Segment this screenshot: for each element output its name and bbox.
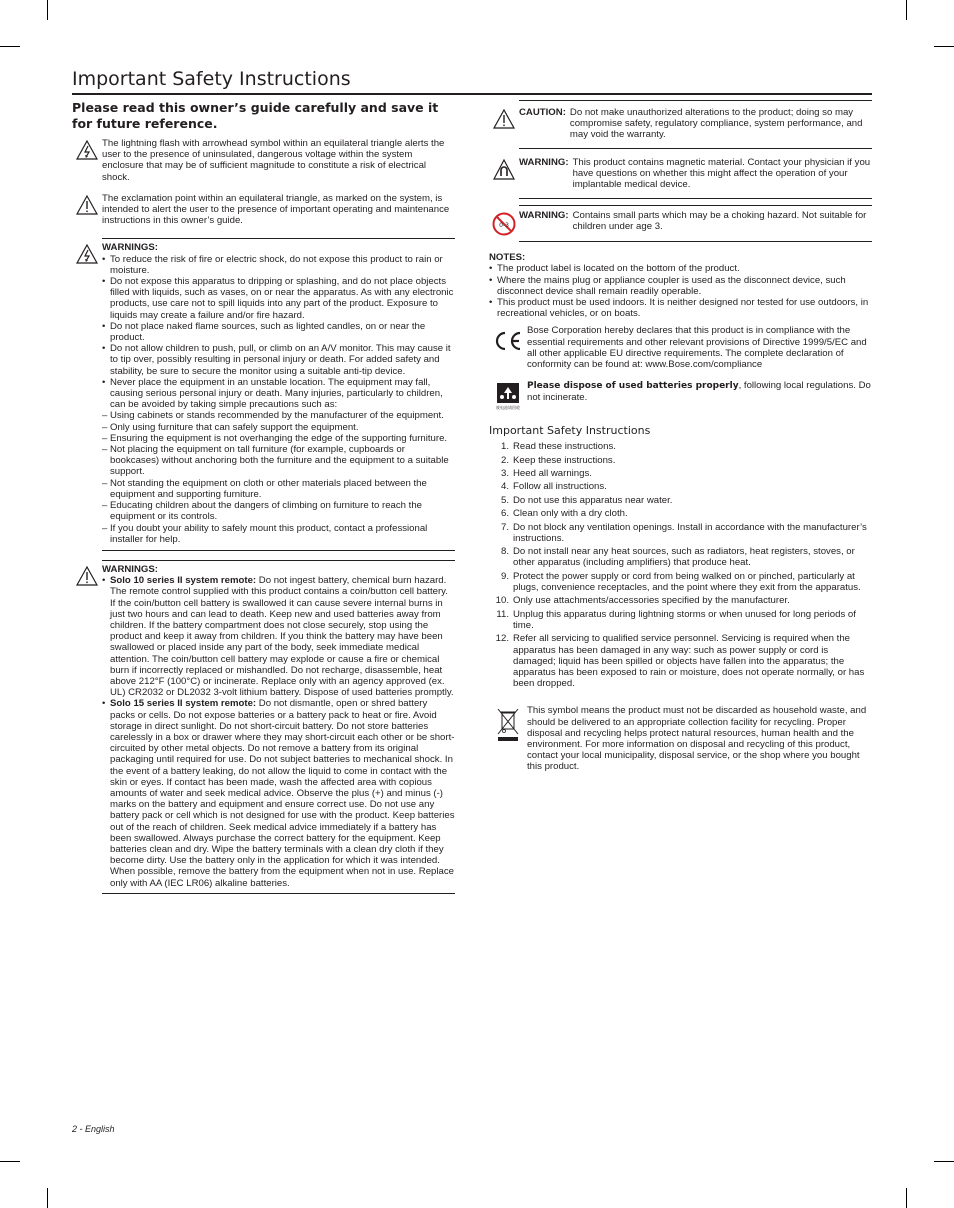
sub-list-item: – Ensuring the equipment is not overhanging the edge of the supporting furniture.	[102, 433, 455, 444]
warnings-1-content	[102, 242, 455, 544]
warnings-block-2	[72, 564, 455, 889]
magnetic-warning-label: WARNING:	[519, 156, 569, 168]
magnet-warning-icon	[489, 157, 519, 181]
list-item: 4. Follow all instructions.	[500, 481, 607, 493]
left-column	[72, 100, 455, 894]
instructions-heading: Important Safety Instructions	[489, 424, 651, 438]
battery-disposal	[489, 380, 872, 410]
instructions-list	[489, 441, 872, 689]
choking-warning-content	[519, 210, 872, 232]
list-item: 8. Do not install near any heat sources, such as radiators, heat registers, stoves, or other apparatus (including amplifiers) that produce heat.	[500, 546, 855, 569]
divider	[519, 205, 872, 206]
exclamation-symbol-text: The exclamation point within an equilateral triangle, as marked on the system, is intended to alert the user to the presence of important operating and maintenance instructions in this owner’s guide.	[102, 192, 450, 227]
crop-mark	[0, 46, 20, 47]
notes-list	[489, 263, 872, 319]
exclamation-symbol-note	[72, 193, 455, 227]
warnings-heading: WARNINGS:	[102, 563, 158, 575]
warnings-block-1	[72, 242, 455, 544]
list-item	[102, 575, 455, 698]
magnetic-warning-text: This product contains magnetic material. Contact your physician if you have questions on whether this might affect the operation of your implantable medical device.	[572, 156, 871, 191]
magnetic-warning-block	[489, 157, 872, 191]
battery-disposal-text	[527, 380, 872, 403]
crop-mark	[47, 1188, 48, 1208]
magnetic-warning-content	[519, 157, 872, 191]
choking-warning-block	[489, 210, 872, 236]
sub-list-item: – Only using furniture that can safely support the equipment.	[102, 422, 455, 433]
list-item	[102, 698, 455, 888]
lightning-symbol-text: The lightning flash with arrowhead symbol within an equilateral triangle alerts the user to the presence of uninsulated, dangerous voltage within the system enclosure that may be of sufficient magnitude to constitute a risk of electrical shock.	[102, 138, 445, 183]
crop-mark	[906, 0, 907, 20]
solo10-intro: Do not ingest battery, chemical burn hazard.	[256, 575, 447, 587]
list-item: 2. Keep these instructions.	[500, 454, 616, 466]
notes-block	[489, 252, 872, 319]
list-item	[102, 377, 455, 545]
notes-heading: NOTES:	[489, 252, 526, 264]
warnings-list	[102, 254, 455, 545]
list-item: • Where the mains plug or appliance coupler is used as the disconnect device, such disconnect device shall remain readily operable.	[489, 275, 872, 297]
caution-text: Do not make unauthorized alterations to the product; doing so may compromise safety, regulatory compliance, system performance, and may void the warranty.	[569, 107, 863, 141]
battery-disposal-bold: Please dispose of used batteries properly	[527, 381, 739, 392]
list-item: 11. Unplug this apparatus during lightning storms or when unused for long periods of time.	[496, 608, 856, 631]
sub-list-item: – Educating children about the dangers of climbing on furniture to reach the equipment or its controls.	[102, 500, 455, 522]
list-item: • To reduce the risk of fire or electric shock, do not expose this product to rain or moisture.	[102, 254, 455, 276]
caution-block	[489, 107, 872, 141]
caution-content	[519, 107, 872, 141]
list-item: • This product must be used indoors. It is neither designed nor tested for use outdoors, in recreational vehicles, or on boats.	[489, 297, 872, 319]
solo15-label: Solo 15 series II system remote:	[110, 698, 257, 710]
divider	[102, 560, 455, 561]
list-item: 1. Read these instructions.	[500, 441, 616, 453]
lead-text: Please read this owner’s guide carefully and save it for future reference.	[72, 100, 439, 131]
ce-mark-icon	[489, 325, 527, 351]
exclamation-triangle-icon	[72, 564, 102, 586]
ce-text: Bose Corporation hereby declares that this product is in compliance with the essential requirements and other relevant provisions of Directive 1999/5/EC and all other applicable EU directive requirements. The complete declaration of conformity can be found at: www.Bose.com/compliance	[527, 325, 867, 371]
battery-icon-caption: 废电池请回收	[496, 405, 520, 411]
list-item-text: Never place the equipment in an unstable location. The equipment may fall, causing serious personal injury or death. Many injuries, particularly to children, can be avoided by taking simple precautions such as:	[110, 376, 443, 411]
list-item: 3. Heed all warnings.	[500, 468, 592, 480]
solo15-body: Do not dismantle, open or shred battery packs or cells. Do not expose batteries or a battery pack to heat or fire. Avoid storage in direct sunlight. Do not short-circuit battery. Do not store batteries carelessly in a box or drawer where they may short-circuit each other or be short-circuited by other metal objects. Do not remove a battery from its original packaging until required for use. Do not subject batteries to mechanical shock. In the event of a battery leaking, do not allow the liquid to come in contact with the skin or eyes. If contact has been made, wash the affected area with copious amounts of water and seek medical advice. Observe the plus (+) and minus (-) marks on the battery and equipment and ensure correct use. Do not use any battery pack or cell which is not designed for use with the product. Keep batteries out of the reach of children. Seek medical advice immediately if a battery has been swallowed. Always purchase the correct battery for the equipment. Keep batteries clean and dry. Wipe the battery terminals with a clean dry cloth if they become dirty. Use the battery only in the application for which it was intended. When possible, remove the battery from the equipment when not in use. Replace only with AA (IEC LR06) alkaline batteries.	[110, 698, 455, 889]
crop-mark	[0, 1161, 20, 1162]
title-rule	[72, 93, 872, 95]
list-item: 12. Refer all servicing to qualified service personnel. Servicing is required when the apparatus has been damaged in any way: such as power supply or cord is damaged; liquid has been spilled or objects have fallen into the apparatus; the apparatus has been exposed to rain or moisture, does not operate normally, or has been dropped.	[495, 633, 865, 690]
divider	[102, 893, 455, 894]
lightning-triangle-icon	[72, 138, 102, 160]
choking-hazard-icon	[489, 210, 519, 236]
ce-declaration	[489, 325, 872, 370]
list-item: 5. Do not use this apparatus near water.	[500, 494, 673, 506]
exclamation-triangle-icon	[72, 193, 102, 215]
warnings-2-content	[102, 564, 455, 889]
crop-mark	[934, 46, 954, 47]
page-title: Important Safety Instructions	[72, 68, 351, 90]
divider	[519, 241, 872, 242]
choking-warning-label: WARNING:	[519, 210, 569, 222]
lightning-triangle-icon	[72, 242, 102, 264]
battery-recycle-icon	[489, 380, 527, 410]
list-item: • The product label is located on the bottom of the product.	[489, 263, 872, 274]
list-item: • Do not allow children to push, pull, or climb on an A/V monitor. This may cause it to tip over, possibly resulting in personal injury or death. For added safety and stability, be sure to secure the monitor using a suitable anti-tip device.	[102, 343, 455, 377]
sub-list-item: – If you doubt your ability to safely mount this product, contact a professional installer for help.	[102, 523, 455, 545]
crossed-bin-icon	[489, 705, 527, 743]
sub-list-item: – Using cabinets or stands recommended by the manufacturer of the equipment.	[102, 410, 455, 421]
list-item: 9. Protect the power supply or cord from being walked on or pinched, particularly at plugs, convenience receptacles, and the point where they exit from the apparatus.	[500, 570, 861, 593]
exclamation-triangle-icon	[489, 107, 519, 129]
solo10-label: Solo 10 series II system remote:	[110, 575, 257, 587]
list-item: • Do not expose this apparatus to dripping or splashing, and do not place objects filled with liquids, such as vases, on or near the apparatus. As with any electronic products, use care not to spill liquids into any part of the product. Exposure to liquids may create a failure and/or fire hazard.	[102, 276, 455, 321]
precautions-list	[102, 410, 455, 544]
divider	[102, 238, 455, 239]
divider	[519, 198, 872, 199]
list-item: 10. Only use attachments/accessories specified by the manufacturer.	[495, 595, 790, 607]
right-column	[489, 100, 872, 773]
crop-mark	[47, 0, 48, 20]
choking-icon-label: 0-3	[499, 222, 509, 230]
lightning-symbol-note	[72, 138, 455, 183]
battery-disposal-rest: , following local regulations. Do not incinerate.	[527, 380, 871, 404]
crop-mark	[906, 1188, 907, 1208]
weee-notice	[489, 705, 872, 772]
crop-mark	[934, 1161, 954, 1162]
choking-warning-text: Contains small parts which may be a choking hazard. Not suitable for children under age 3.	[572, 210, 867, 233]
sub-list-item: – Not standing the equipment on cloth or other materials placed between the equipment and supporting furniture.	[102, 478, 455, 500]
caution-label: CAUTION:	[519, 107, 566, 118]
list-item: • Do not place naked flame sources, such as lighted candles, on or near the product.	[102, 321, 455, 343]
list-item: 7. Do not block any ventilation openings. Install in accordance with the manufacturer’s instructions.	[500, 521, 867, 544]
divider	[519, 100, 872, 101]
battery-warnings-list	[102, 575, 455, 889]
divider	[519, 148, 872, 149]
divider	[102, 550, 455, 551]
solo10-body: The remote control supplied with this product contains a coin/button cell battery. If the coin/button cell battery is swallowed it can cause severe internal burns in just two hours and can lead to death. Keep new and used batteries away from children. If the battery compartment does not close securely, stop using the product and keep it away from children. If you think the battery may have been swallowed or placed inside any part of the body, seek immediate medical attention. The coin/button cell battery may explode or cause a fire or chemical burn if incorrectly replaced or mishandled. Do not recharge, disassemble, heat above 212°F (100°C) or incinerate. Replace only with an agency approved (ex. UL) CR2032 or DL2032 3-volt lithium battery. Dispose of used batteries promptly.	[110, 586, 454, 699]
page-footer: 2 - English	[72, 1124, 115, 1134]
weee-text: This symbol means the product must not be discarded as household waste, and should be delivered to an appropriate collection facility for recycling. Proper disposal and recycling helps protect natural resources, human health and the environment. For more information on disposal and recycling of this product, contact your local municipality, disposal service, or the shop where you bought this product.	[527, 705, 867, 773]
list-item: 6. Clean only with a dry cloth.	[500, 508, 628, 520]
sub-list-item: – Not placing the equipment on tall furniture (for example, cupboards or bookcases) without anchoring both the furniture and the equipment to a suitable support.	[102, 444, 455, 478]
warnings-heading: WARNINGS:	[102, 242, 158, 254]
